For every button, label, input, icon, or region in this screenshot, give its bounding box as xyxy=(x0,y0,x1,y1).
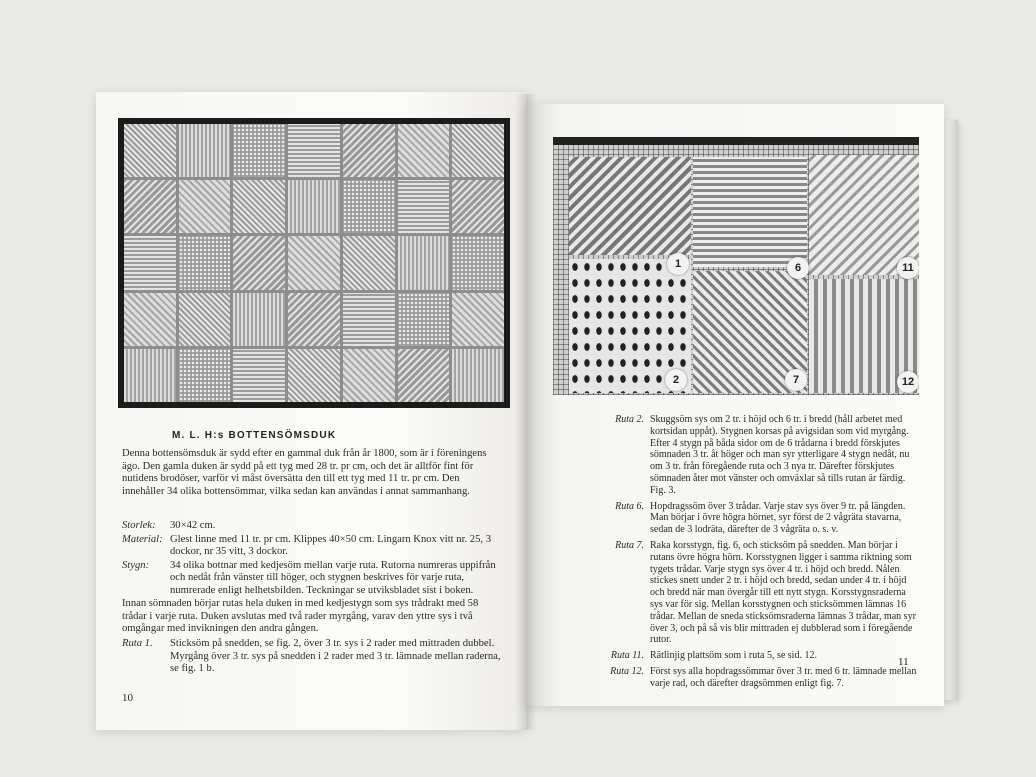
ruta-list xyxy=(604,414,920,694)
ruta-description: Rätlinjig plattsöm som i ruta 5, se sid. 12. xyxy=(650,650,817,662)
specification-list xyxy=(122,520,502,599)
ruta-term: Ruta 6. xyxy=(615,500,644,512)
stitch-panel xyxy=(569,157,691,255)
ruta-description: Sticksöm på snedden, se fig. 2, över 3 tr. sys i 2 rader med mittraden dubbel. Myrgång över 3 tr. sys på snedden i 2 rader med 3 tr. lämnade mellan raderna, se fig. 1 b. xyxy=(170,638,501,675)
spec-term: Material: xyxy=(122,533,163,545)
spec-stitches xyxy=(122,560,502,598)
intro-paragraph: Denna bottensömsduk är sydd efter en gammal duk från år 1800, som är i föreningens ägo. Den gamla duken är sydd på ett tyg med 28 tr. pr cm, och det är alltför fint för nutidens brodöser, varför vi måst översätta den till ett tyg med 11 tr. pr cm. Den innehåller 34 olika bottensömmar, vilka sedan kan användas i annat sammanhang. xyxy=(122,448,487,497)
spec-material xyxy=(122,534,502,559)
ruta-description: Skuggsöm sys om 2 tr. i höjd och 6 tr. i bredd (håll arbetet med kortsidan uppåt). Stygnen korsas på avigsidan som vid myrgång. Efter 4 stygn på båda sidor om de 6 trådarna i bredd förskjutes sömnaden 3 tr. åt höger och man syr ytterligare 4 stygn nedåt, nu om 3 tr. från föregående ruta och 3 nya tr. Därefter förskjutes sömnaden åter mot vänster och omväxlar så tills rutan är färdig. Fig. 3. xyxy=(650,414,910,496)
ruta-term: Ruta 2. xyxy=(615,414,644,425)
spec-value: 34 olika bottnar med kedjesöm mellan varje ruta. Rutorna numreras uppifrån och nedåt från vänster till höger, och stygnen beskrives för varje ruta, numrerade enligt helhetsbilden. Teckningar se utviksbladet sist i boken. xyxy=(170,559,496,596)
page-number-right: 11 xyxy=(898,656,909,668)
ruta-term: Ruta 1. xyxy=(122,638,153,649)
ruta-description: Raka korsstygn, fig. 6, och sticksöm på snedden. Man börjar i rutans övre högra hörn. Korsstygnen ligger i samma riktning som tygets trådar. Varje stygn sys över 4 tr. i höjd och bredd. Nålen stickes snett under 2 tr. i höjd och bredd, sedan under 4 tr. i höjd och bredd när man övergår till ett nytt stygn. Korsstygnsraderna sys var för sig. Mellan korsstygnen och sticksömmen lämnas 16 trådar. Mellan de sneda sticksömsraderna lämnas 3 trådar, man syr över 3, och på så vis blir mittraden ej dubblerad som i föregående rutor. xyxy=(650,539,916,646)
ruta-1-entry xyxy=(122,638,502,676)
figure-number-badge: 7 xyxy=(785,369,807,391)
spec-value: 30×42 cm. xyxy=(170,520,216,531)
sampler-grid xyxy=(124,124,504,402)
ruta-12-entry xyxy=(604,666,920,690)
detail-photo xyxy=(553,137,919,395)
figure-number-badge: 11 xyxy=(897,257,919,279)
stitch-panel xyxy=(693,157,807,267)
spec-size xyxy=(122,520,502,533)
ruta-description: Först sys alla hopdragssömmar över 3 tr. med 6 tr. lämnade mellan varje rad, och därefter dragsömmen enligt fig. 7. xyxy=(650,665,917,689)
spec-value: Glest linne med 11 tr. pr cm. Klippes 40×50 cm. Lingarn Knox vitt nr. 25, 3 dockor, nr 35 vitt, 3 dockor. xyxy=(170,533,491,558)
instructions-paragraph: Innan sömnaden börjar rutas hela duken in med kedjestygn som sys trådrakt med 58 trådar i varje ruta. Duken avslutas med två rader myrgång, varav den yttre sys i två omgångar med invikningen den andra gången. xyxy=(122,598,479,635)
sampler-title: M. L. H:s BOTTENSÖMSDUK xyxy=(172,430,337,441)
spec-term: Storlek: xyxy=(122,520,156,531)
ruta-term: Ruta 11. xyxy=(610,650,644,662)
figure-number-badge: 2 xyxy=(665,369,687,391)
ruta-11-entry xyxy=(604,650,920,662)
ruta-description: Hopdragssöm över 3 trådar. Varje stav sys över 9 tr. på längden. Man börjar i övre högra hörnet, syr först de 2 vågräta stavarna, sedan de 3 lodräta, därefter de 3 vågräta o. s. v. xyxy=(650,500,906,536)
figure-number-badge: 6 xyxy=(787,257,809,279)
figure-number-badge: 1 xyxy=(667,253,689,275)
ruta-2-entry xyxy=(604,414,920,497)
figure-number-badge: 12 xyxy=(897,371,919,393)
sampler-photo xyxy=(118,118,510,408)
ruta-6-entry xyxy=(604,501,920,536)
ruta-7-entry xyxy=(604,540,920,646)
spec-term: Stygn: xyxy=(122,559,150,571)
book-gutter xyxy=(515,94,537,730)
ruta-term: Ruta 7. xyxy=(615,539,644,551)
ruta-term: Ruta 12. xyxy=(610,665,644,677)
page-number-left: 10 xyxy=(122,692,133,704)
